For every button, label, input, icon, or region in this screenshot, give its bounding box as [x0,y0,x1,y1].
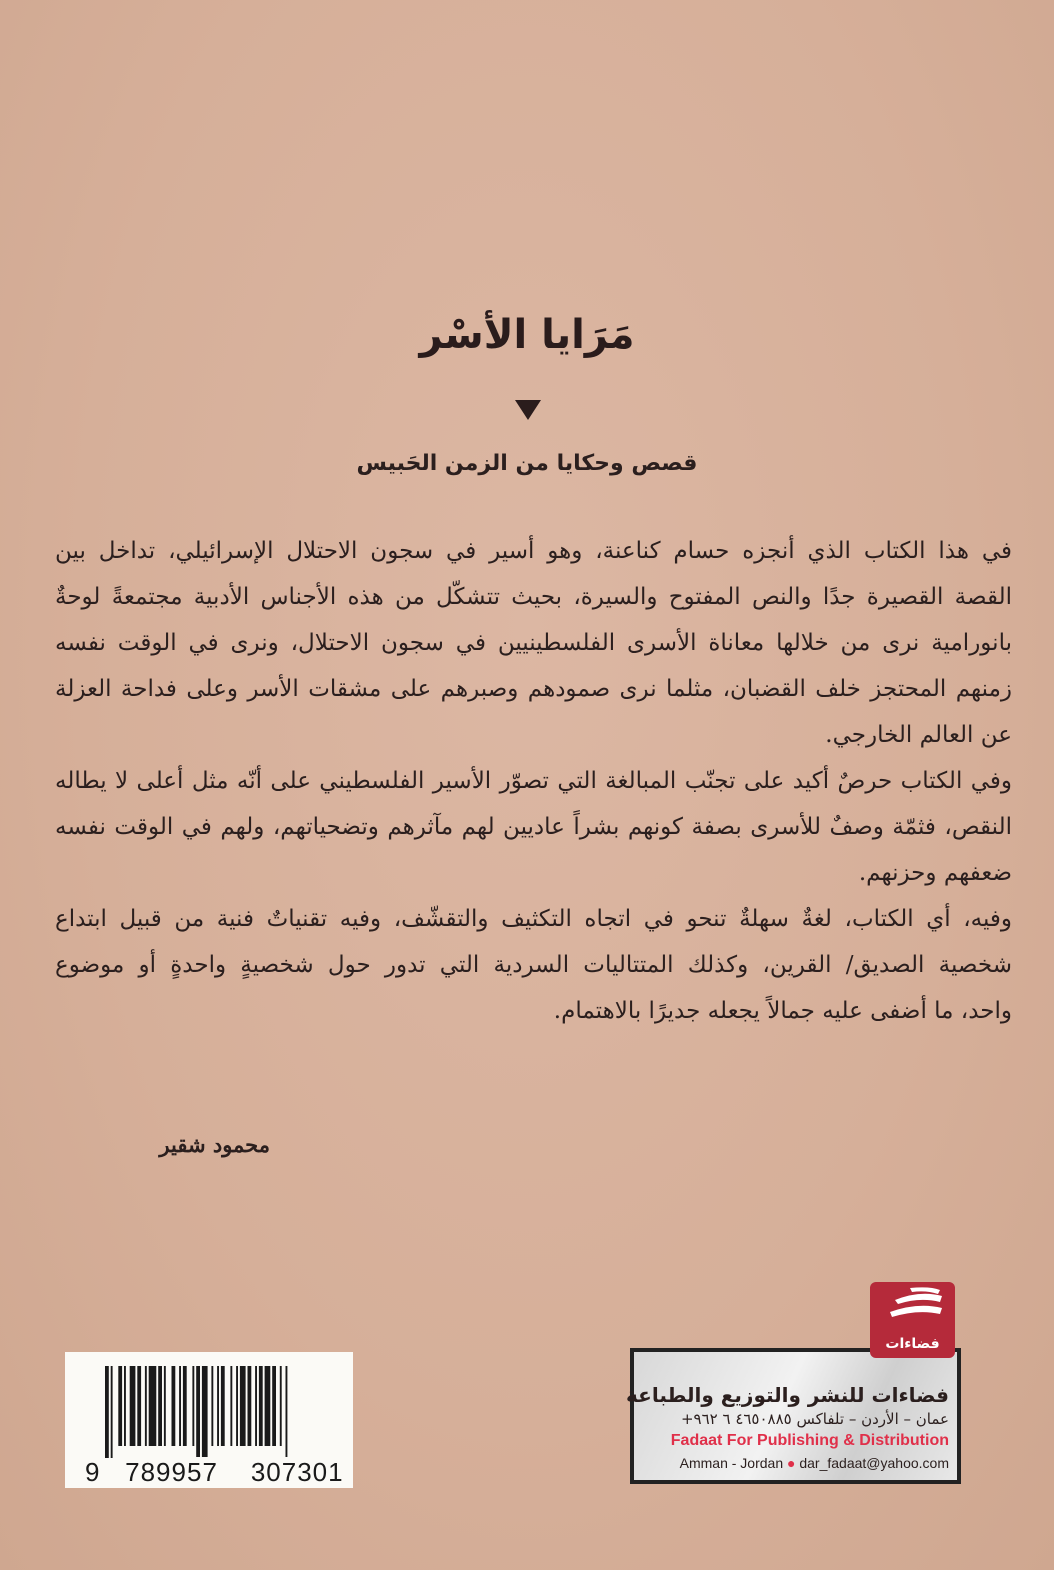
barcode-bar [202,1366,208,1458]
barcode-bar [272,1366,276,1446]
isbn-prefix: 9 [85,1457,101,1487]
separator-dot-icon: ● [787,1455,796,1471]
blurb-line: ضعفهم وحزنهم. [858,860,1012,886]
blurb-line: وفيه، أي الكتاب، لغةٌ سهلةٌ تنحو في اتجاه التكثيف والتقشّف، وفيه تقنياتٌ فنية من قبيل ابتداع [55,906,1012,932]
publisher-logo [870,1282,955,1358]
book-title: مَرَايا الأسْر [419,312,635,358]
blurb-line: القصة القصيرة جدًا والنص المفتوح والسيرة، بحيث تتشكّل من هذه الأجناس الأدبية مجتمعةً لوحةٌ [55,584,1012,610]
publisher-logo-icon [870,1282,955,1332]
blurb-line: زمنهم المحتجز خلف القضبان، مثلما نرى صمودهم وصبرهم على مشقات الأسر وعلى فداحة العزلة [55,676,1012,702]
barcode-bar [265,1366,271,1446]
publisher-name-ar: فضاءات للنشر والتوزيع والطباعة [626,1383,949,1407]
barcode-bar [130,1366,136,1446]
triangle-divider-icon [515,400,541,420]
barcode-bar [192,1366,194,1446]
barcode-bar [196,1366,200,1458]
barcode-bar [164,1366,166,1446]
blurb-author: محمود شقير [159,1132,270,1157]
blurb-text [55,528,1012,1034]
blurb-line: واحد، ما أضفى عليه جمالاً يجعله جديرًا بالاهتمام. [553,998,1012,1024]
barcode-bar [124,1366,126,1446]
barcode-bar [183,1366,187,1446]
barcode-bar [221,1366,225,1446]
publisher-name-en: Fadaat For Publishing & Distribution [670,1432,949,1449]
barcode-bar [111,1366,113,1458]
barcode-bar [172,1366,176,1446]
publisher-email: dar_fadaat@yahoo.com [799,1455,949,1471]
barcode-bar [280,1366,282,1446]
barcode-bar [259,1366,263,1446]
barcode-bar [240,1366,246,1446]
barcode-bar [217,1366,219,1446]
barcode-bar [118,1366,122,1446]
barcode-bar [149,1366,157,1446]
barcode-bar [255,1366,257,1446]
barcode-bar [145,1366,147,1446]
publisher-logo-text: فضاءات [885,1336,940,1352]
barcode-bar [158,1366,162,1446]
book-subtitle: قصص وحكايا من الزمن الحَبيس [356,451,698,476]
barcode-bar [137,1366,141,1446]
publisher-contact [642,1452,949,1474]
barcode-bars [105,1366,353,1461]
blurb-line: في هذا الكتاب الذي أنجزه حسام كناعنة، وهو أسير في سجون الاحتلال الإسرائيلي، تداخل بين [55,538,1012,564]
isbn-barcode [65,1352,353,1488]
publisher-info [626,1348,961,1484]
barcode-bar [105,1366,109,1458]
blurb-line: وفي الكتاب حرصٌ أكيد على تجنّب المبالغة التي تصوّر الأسير الفلسطيني على أنّه مثل أعلى لا يطاله [55,768,1012,794]
blurb-line: النقص، فثمّة وصفٌ للأسرى بصفة كونهم بشراً عاديين لهم مآثرهم وتضحياتهم، ولهم في الوقت نفسه [55,814,1012,840]
blurb-line: بانورامية نرى من خلالها معاناة الأسرى الفلسطينيين في سجون الاحتلال، ونرى في الوقت نفسه [55,630,1012,656]
barcode-bar [248,1366,252,1446]
publisher-address-ar: عمان – الأردن – تلفاكس ٤٦٥٠٨٨٥ ٦ ٩٦٢+ [680,1410,949,1428]
barcode-bar [236,1366,238,1446]
isbn-middle: 789957 [125,1457,218,1487]
isbn-number [85,1458,344,1486]
barcode-bar [211,1366,213,1446]
publisher-city: Amman - Jordan [679,1455,784,1471]
barcode-bar [230,1366,232,1446]
barcode-bar [286,1366,288,1458]
isbn-end: 307301 [250,1457,344,1487]
blurb-line: عن العالم الخارجي. [825,722,1012,748]
blurb-line: شخصية الصديق/ القرين، وكذلك المتتاليات السردية التي تدور حول شخصيةٍ واحدةٍ أو موضوع [55,952,1012,978]
barcode-bar [179,1366,181,1446]
